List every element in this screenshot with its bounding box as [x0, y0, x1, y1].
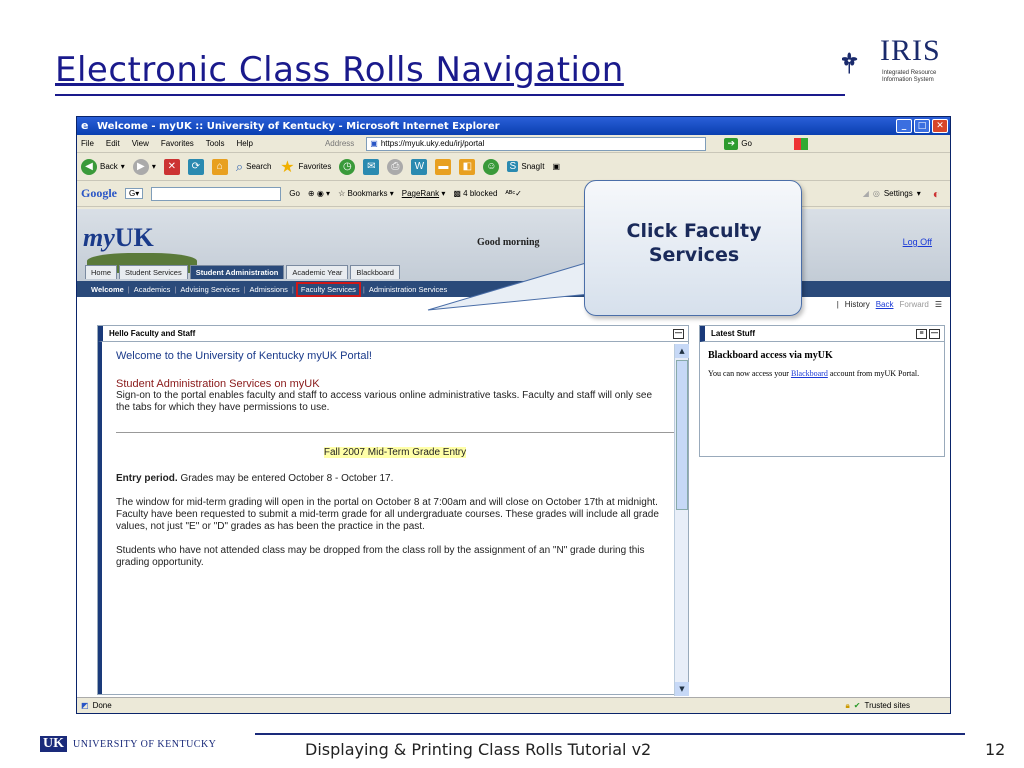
- subnav-administration[interactable]: Administration Services: [368, 284, 448, 294]
- status-text: Done: [92, 701, 112, 710]
- iris-logo: [842, 30, 882, 96]
- folder-icon[interactable]: ▬: [435, 159, 451, 175]
- divider: [116, 432, 674, 433]
- tab-academic-year[interactable]: Academic Year: [286, 265, 348, 279]
- forward-arrow-icon: ▶: [133, 159, 149, 175]
- refresh-icon[interactable]: ⟳: [188, 159, 204, 175]
- snagit-button[interactable]: S SnagIt: [507, 161, 544, 172]
- home-icon[interactable]: ⌂: [212, 159, 228, 175]
- myuk-logo: myUK: [83, 223, 154, 252]
- callout-text: Click Faculty Services: [626, 220, 762, 266]
- pagerank-indicator[interactable]: PageRank ▾: [401, 189, 446, 198]
- footer-title: Displaying & Printing Class Rolls Tutorial v2: [305, 740, 652, 759]
- tab-home[interactable]: Home: [85, 265, 117, 279]
- address-field[interactable]: [366, 137, 706, 151]
- go-arrow-icon: ➔: [724, 138, 738, 150]
- iris-logo-text: IRIS: [880, 34, 941, 67]
- menu-tools[interactable]: Tools: [205, 139, 225, 148]
- settings-button[interactable]: ◢ ◎ Settings ▾ ◐: [862, 186, 940, 201]
- latest-portlet-header: Latest Stuff ≡ —: [700, 326, 944, 342]
- scroll-thumb[interactable]: [676, 360, 688, 510]
- google-menu-icon[interactable]: G▾: [125, 188, 143, 199]
- students-paragraph: Students who have not attended class may be dropped from the class roll by the assignment of an "N" grade during this grading opportunity.: [116, 545, 645, 568]
- tab-blackboard[interactable]: Blackboard: [350, 265, 400, 279]
- subnav-academics[interactable]: Academics: [133, 284, 171, 294]
- subnav-admissions[interactable]: Admissions: [249, 284, 288, 294]
- stop-icon[interactable]: ✕: [164, 159, 180, 175]
- history-icon[interactable]: ◷: [339, 159, 355, 175]
- address-label: Address: [324, 139, 355, 148]
- menu-bar: [77, 135, 950, 153]
- word-icon[interactable]: W: [411, 159, 427, 175]
- back-button[interactable]: ◀ Back ▾: [81, 159, 125, 175]
- google-logo: Google: [81, 186, 117, 200]
- google-search-input[interactable]: [151, 187, 281, 201]
- portal-tabs: [85, 265, 400, 279]
- scroll-up-icon[interactable]: ▲: [675, 344, 689, 358]
- window-paragraph: The window for mid-term grading will open in the portal on October 8 at 7:00am and will close on October 17th at midnight. Faculty have been requested to submit a mid-term grade for all undergraduate courses. These grades will include all grade values, not just "E" or "D" grades as has been the practice in the past.: [116, 497, 659, 532]
- subnav-welcome[interactable]: Welcome: [91, 284, 124, 294]
- menu-edit[interactable]: Edit: [105, 139, 120, 148]
- menu-favorites[interactable]: Favorites: [160, 139, 194, 148]
- page-menu-icon[interactable]: ☰: [934, 299, 942, 309]
- blackboard-link[interactable]: Blackboard: [790, 369, 828, 378]
- bookmarks-button[interactable]: ☆ Bookmarks ▾: [338, 189, 394, 198]
- history-link[interactable]: History: [844, 299, 870, 309]
- back-arrow-icon: ◀: [81, 159, 97, 175]
- subnav-faculty-services[interactable]: Faculty Services: [298, 284, 359, 295]
- entry-period: Entry period. Grades may be entered October 8 - October 17.: [116, 473, 394, 484]
- security-zone: 🔒︎ ✔ Trusted sites: [845, 700, 910, 710]
- google-toolbar: [77, 181, 950, 207]
- slide-title: Electronic Class Rolls Navigation: [55, 50, 624, 90]
- instruction-callout: [584, 180, 802, 316]
- menu-view[interactable]: View: [131, 139, 149, 148]
- status-bar: [77, 697, 950, 713]
- welcome-heading: Welcome to the University of Kentucky myUK Portal!: [116, 350, 372, 362]
- sub-navigation: Welcome | Academics | Advising Services | Admissions | Faculty Services | Administration Services: [77, 281, 950, 297]
- forward-link[interactable]: Forward: [899, 299, 929, 309]
- forward-button[interactable]: ▶ ▾: [133, 159, 156, 175]
- status-page-icon: ◩: [81, 701, 89, 710]
- settings-icon: ◎: [872, 189, 880, 198]
- print-icon[interactable]: ⎙: [387, 159, 403, 175]
- search-icon: ⌕: [235, 158, 244, 174]
- menu-file[interactable]: File: [81, 139, 94, 148]
- google-extras-icon[interactable]: ⊕ ◉ ▾: [307, 189, 331, 198]
- tab-student-administration[interactable]: Student Administration: [190, 265, 285, 279]
- address-value: https://myuk.uky.edu/irj/portal: [380, 139, 485, 148]
- windows-logo-icon: [794, 138, 808, 150]
- snagit-capture-icon[interactable]: ▣: [552, 162, 561, 171]
- page-number: 12: [985, 740, 1006, 759]
- hello-scrollbar[interactable]: [674, 344, 688, 696]
- hello-portlet-header: Hello Faculty and Staff —: [98, 326, 688, 342]
- google-go-button[interactable]: Go: [289, 189, 300, 198]
- research-icon[interactable]: ◧: [459, 159, 475, 175]
- footer-rule: [255, 733, 965, 735]
- portlet-menu-icon[interactable]: ≡: [916, 329, 927, 339]
- back-link[interactable]: Back: [875, 299, 894, 309]
- spellcheck-icon[interactable]: ᴬᴮᶜ✓: [505, 189, 522, 198]
- minimize-button[interactable]: _: [896, 119, 912, 133]
- ie-icon: e: [81, 119, 89, 132]
- browser-window: [76, 116, 951, 714]
- uk-logo-box: UK: [40, 736, 67, 752]
- subnav-advising[interactable]: Advising Services: [180, 284, 240, 294]
- minimize-portlet-icon[interactable]: —: [931, 329, 938, 337]
- title-rule: [55, 94, 845, 96]
- lock-icon: 🔒︎: [845, 700, 850, 710]
- tab-student-services[interactable]: Student Services: [119, 265, 188, 279]
- favorites-button[interactable]: ★ Favorites: [280, 158, 332, 176]
- sas-text: Sign-on to the portal enables faculty and staff to access various online administrative tasks. Faculty and staff will only see the tabs for which they have permissions to use.: [116, 390, 653, 413]
- messenger-icon[interactable]: ☺: [483, 159, 499, 175]
- uk-footer-logo: [40, 734, 216, 754]
- page-icon: ▣: [370, 139, 378, 148]
- iris-logo-subtitle: Integrated Resource Information System: [882, 70, 937, 83]
- greeting-text: Good morning: [477, 237, 540, 248]
- sas-heading: Student Administration Services on myUK: [116, 378, 320, 390]
- favorites-star-icon: ★: [280, 158, 295, 176]
- minimize-portlet-icon[interactable]: —: [675, 329, 682, 337]
- popup-blocker[interactable]: ▩ 4 blocked: [453, 189, 498, 198]
- standard-toolbar: [77, 153, 950, 181]
- window-title: Welcome - myUK :: University of Kentucky - Microsoft Internet Explorer: [97, 120, 500, 132]
- logoff-link[interactable]: Log Off: [902, 237, 932, 247]
- menu-help[interactable]: Help: [236, 139, 253, 148]
- window-titlebar: [77, 117, 950, 135]
- latest-portlet-body: [700, 342, 944, 387]
- search-button[interactable]: ⌕ Search: [235, 158, 272, 174]
- mail-icon[interactable]: ✉: [363, 159, 379, 175]
- trusted-check-icon: ✔: [853, 701, 861, 710]
- snagit-icon: S: [507, 161, 518, 172]
- latest-portlet: [699, 325, 945, 457]
- history-bar: | History Back Forward ☰: [836, 299, 942, 309]
- blackboard-text: You can now access your Blackboard account from myUK Portal.: [708, 369, 920, 378]
- pdf-icon: ◐: [932, 186, 940, 201]
- blackboard-heading: Blackboard access via myUK: [708, 350, 833, 361]
- scroll-down-icon[interactable]: ▼: [675, 682, 689, 696]
- fall-heading: Fall 2007 Mid-Term Grade Entry: [323, 447, 467, 458]
- close-button[interactable]: ✕: [932, 119, 948, 133]
- maximize-button[interactable]: □: [914, 119, 930, 133]
- hello-portlet-body: [98, 342, 688, 694]
- go-button[interactable]: ➔ Go: [724, 138, 752, 150]
- hello-portlet: [97, 325, 689, 695]
- uk-name: UNIVERSITY OF KENTUCKY: [73, 738, 217, 750]
- highlight-icon: ◢: [862, 189, 869, 198]
